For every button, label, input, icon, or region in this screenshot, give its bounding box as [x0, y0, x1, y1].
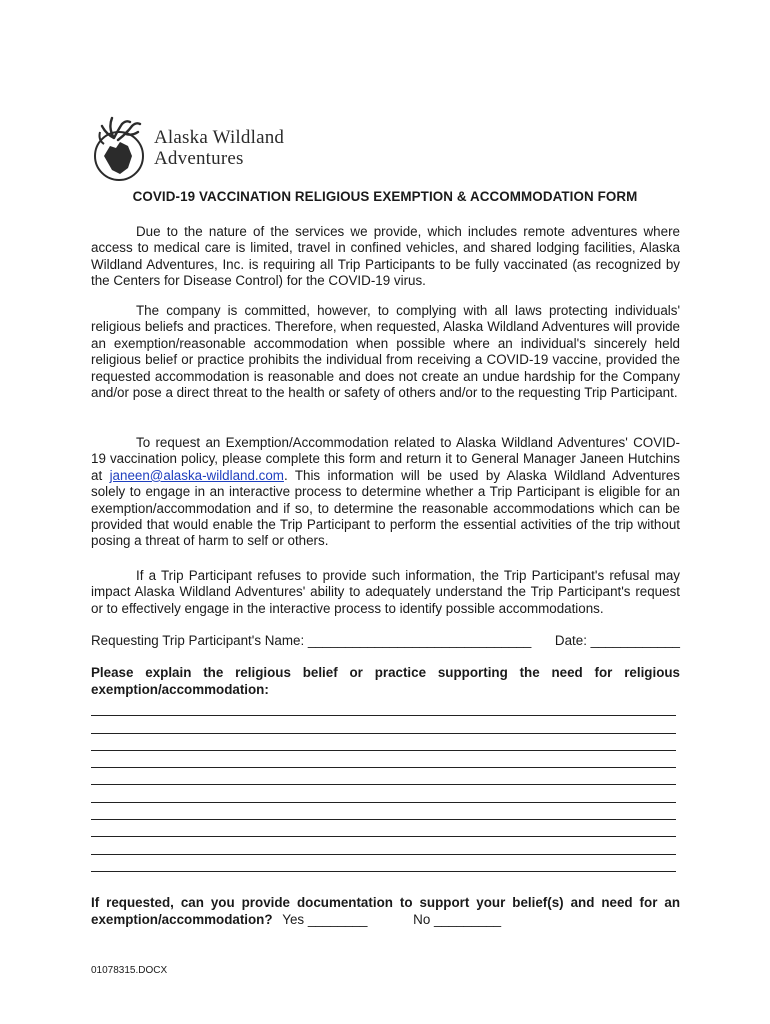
form-title: COVID-19 VACCINATION RELIGIOUS EXEMPTION & ACCOMMODATION FORM — [132, 189, 638, 204]
date-field[interactable]: Date: ____________ — [554, 633, 680, 648]
paragraph-2-text: The company is committed, however, to complying with all laws protecting individuals' religious beliefs and practices. Therefore, when requested, Alaska Wildland Adventures will provide an exemption/reasonable accommodation when possible where an individual's sincerely held religious belief or practice prohibits the individual from receiving a COVID-19 vaccine, provided the requested accommodation is reasonable and does not create an undue hardship for the Company and/or pose a direct threat to the health or safety of others and/or to the requesting Trip Participant. — [91, 303, 680, 401]
paragraph-3-intro: To request an Exemption/Accommodation related to Alaska Wildland Adventures' COVID-19 vaccination policy, please complete this form and return it to General Manager Janeen Hutchins at — [91, 435, 680, 483]
paragraph-4 — [91, 568, 680, 617]
explanation-answer-lines[interactable] — [91, 699, 676, 872]
paragraph-3 — [91, 435, 680, 550]
document-id-footer: 01078315.DOCX — [91, 965, 168, 976]
paragraph-3-text — [91, 435, 680, 550]
logo-text — [154, 127, 284, 169]
name-date-row — [91, 633, 680, 648]
documentation-question-end: exemption/accommodation? — [91, 912, 273, 927]
answer-line[interactable] — [91, 699, 676, 716]
answer-line[interactable] — [91, 734, 676, 751]
paragraph-3-rest: . This information will be used by Alaska Wildland Adventures solely to engage in an interactive process to determine whether a Trip Participant is eligible for an exemption/accommodation and if so, to determine the reasonable accommodations which can be provided that would enable the Trip Participant to perform the essential activities of the trip without posing a threat of harm to self or others. — [91, 467, 680, 549]
no-field[interactable]: No _________ — [413, 912, 502, 927]
answer-line[interactable] — [91, 716, 676, 733]
answer-line[interactable] — [91, 855, 676, 872]
caribou-logo-icon — [92, 112, 150, 184]
yes-field[interactable]: Yes ________ — [282, 912, 368, 927]
documentation-question-line-1: If requested, can you provide documentation to support your belief(s) and need for an — [91, 895, 680, 910]
answer-line[interactable] — [91, 785, 676, 802]
logo-line-2: Adventures — [154, 148, 244, 169]
answer-line[interactable] — [91, 803, 676, 820]
documentation-question — [91, 894, 680, 928]
religious-belief-question: Please explain the religious belief or practice supporting the need for religious exemption/accommodation: — [91, 665, 680, 697]
documentation-question-line-2 — [91, 911, 680, 928]
participant-name-field[interactable]: Requesting Trip Participant's Name: ______________________________ — [91, 633, 532, 648]
answer-line[interactable] — [91, 768, 676, 785]
answer-line[interactable] — [91, 837, 676, 854]
company-logo — [92, 112, 284, 184]
paragraph-2 — [91, 303, 680, 401]
paragraph-1 — [91, 224, 680, 290]
email-link[interactable]: janeen@alaska-wildland.com — [109, 467, 284, 483]
paragraph-4-text: If a Trip Participant refuses to provide such information, the Trip Participant's refusal may impact Alaska Wildland Adventures' ability to adequately understand the Trip Participant's request or to effectively engage in the interactive process to identify possible accommodations. — [91, 568, 680, 616]
answer-line[interactable] — [91, 820, 676, 837]
logo-line-1: Alaska Wildland — [154, 127, 285, 148]
answer-line[interactable] — [91, 751, 676, 768]
paragraph-1-text: Due to the nature of the services we provide, which includes remote adventures where access to medical care is limited, travel in confined vehicles, and shared lodging facilities, Alaska Wildland Adventures, Inc. is requiring all Trip Participants to be fully vaccinated (as recognized by the Centers for Disease Control) for the COVID-19 virus. — [91, 224, 680, 289]
